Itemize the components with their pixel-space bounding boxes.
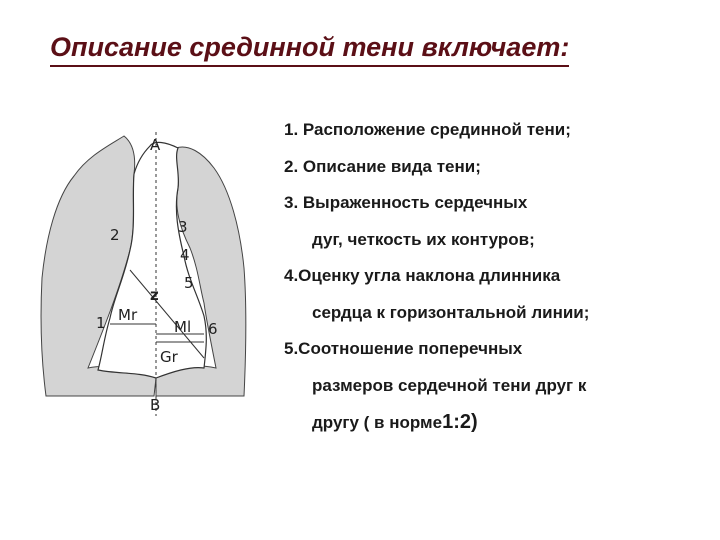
list-item — [284, 404, 704, 442]
label-gr: Gr — [160, 348, 178, 366]
label-z: z — [150, 286, 159, 304]
list-item: размеров сердечной тени друг к — [312, 375, 587, 395]
arc-label-6: 6 — [208, 320, 218, 338]
list-item: сердца к горизонтальной линии; — [312, 302, 590, 322]
arc-label-4: 4 — [180, 246, 190, 264]
arc-label-5: 5 — [184, 274, 194, 292]
arc-label-1: 1 — [96, 314, 106, 332]
list-item: 3. Выраженность сердечных — [284, 193, 528, 212]
criteria-list — [284, 112, 704, 442]
arc-label-3: 3 — [178, 218, 188, 236]
list-item: 5.Соотношение поперечных — [284, 339, 523, 358]
arc-label-2: 2 — [110, 226, 120, 244]
label-ml: Ml — [174, 318, 192, 336]
list-item: 1. Расположение срединной тени; — [284, 120, 571, 139]
list-item-text: другу ( в норме — [312, 413, 443, 432]
list-item: 2. Описание вида тени; — [284, 156, 481, 176]
label-b: B — [150, 396, 161, 414]
ratio-value: 1:2) — [442, 411, 478, 433]
label-mr: Mr — [118, 306, 138, 324]
list-item: 4.Оценку угла наклона длинника — [284, 266, 561, 285]
slide-title: Описание срединной тени включает: — [50, 30, 569, 67]
label-a: A — [150, 136, 161, 154]
list-item: дуг, четкость их контуров; — [312, 229, 535, 249]
chest-xray-diagram — [38, 128, 248, 420]
